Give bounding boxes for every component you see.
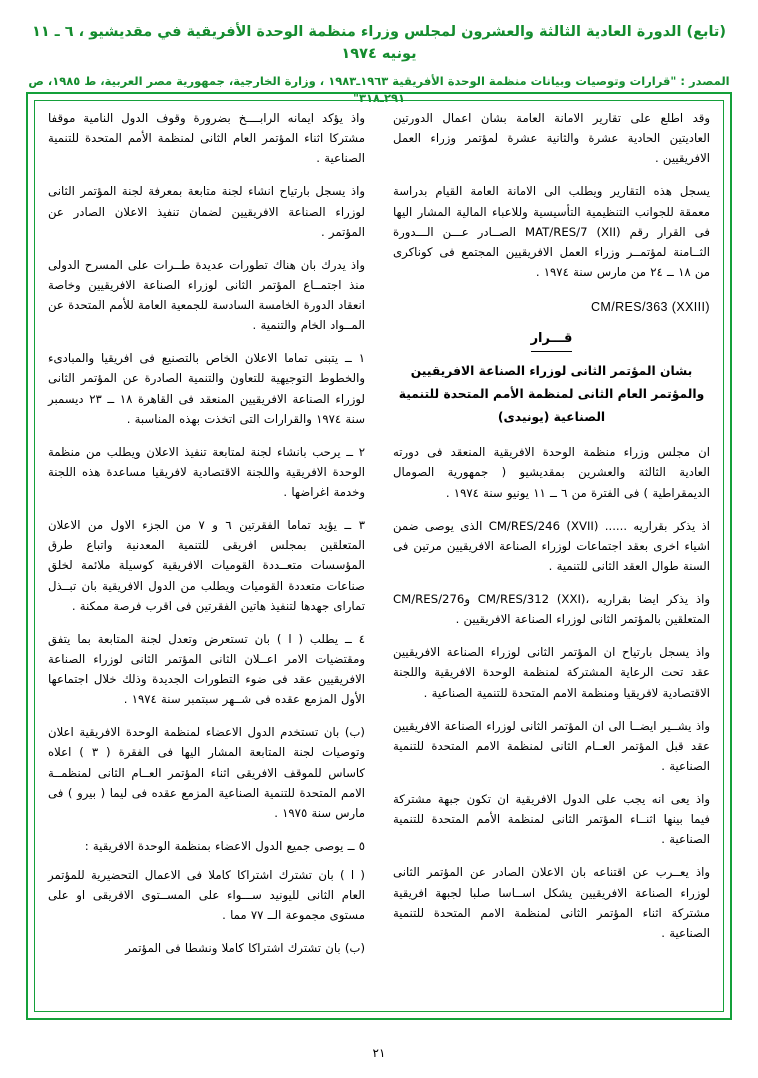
numbered-clause: ٢ ــ يرحب بانشاء لجنة لمتابعة تنفيذ الاعلان ويطلب من منظمة الوحدة الافريقية واللجنة الاقتصادية لافريقيا مساعدة هذه اللجنة وخدمة اغراضها .: [48, 444, 365, 499]
column-left: [48, 108, 365, 1006]
paragraph: واذ يؤكد ايمانه الرابــــخ بضرورة وقوف الدول النامية موقفا مشتركا اثناء المؤتمر العام الثانى لمنظمة الأمم المتحدة للتنمية الصناعية .: [48, 111, 365, 166]
page-footer: [0, 1046, 758, 1060]
resolution-heading: [393, 328, 710, 352]
paragraph: واذ يدرك بان هناك تطورات عديدة طــرات على المسرح الدولى منذ اجتمــاع المؤتمر الثانى لوزراء الصناعة الافريقيين وخاصة انعقاد الدورة الخامسة السادسة للجمعية العامة للأمم المتحدة عن المــواد الخام والتنمية .: [48, 257, 365, 333]
numbered-clause: (ب) بان تستخدم الدول الاعضاء لمنظمة الوحدة الافريقية اعلان وتوصيات لجنة المتابعة المشار اليها فى الفقرة ( ٣ ) اعلاه كاساس للموقف الافريقى اثناء المؤتمر العــام الثانى لمنظمــة الامم المتحدة للتنمية الصناعية المزمع عقده فى ليما ( بيرو ) فى مارس سنة ١٩٧٥ .: [48, 725, 366, 820]
column-right: [393, 108, 710, 1006]
paragraph: واذ يعــرب عن اقتناعه بان الاعلان الصادر عن المؤتمر الثانى لوزراء الصناعة الافريقيين يشكل اســاسا صلبا لجبهة افريقية مشتركة اثناء المؤتمر الثانى لمنظمة الامم المتحدة للتنمية الصناعية .: [393, 865, 710, 940]
paragraph: واذ يشــير ايضــا الى ان المؤتمر الثانى لوزراء الصناعة الافريقيين عقد قبل المؤتمر العــام الثانى لمنظمة الامم المتحدة للتنمية الصناعية .: [393, 718, 710, 773]
paragraph: واذ يذكر ايضا بقراريه ،(CM/RES/312 (XXI وCM/RES/276 المتعلقين بالمؤتمر الثانى لوزراء الصناعة الافريقيين .: [393, 592, 710, 627]
paragraph: وقد اطلع على تقارير الامانة العامة بشان اعمال الدورتين العاديتين الحادية عشرة والثانية عشرة لمؤتمر وزراء العمل الافريقيين .: [393, 111, 710, 166]
paragraph: يسجل هذه التقارير ويطلب الى الامانة العامة القيام بدراسة معمقة للجوانب التنظيمية التأسيسية وللاعباء المالية المشار اليها فى القرار رقم MAT/RES/7 (XII) الصــادر عـــن الـــدورة الثــامنة لمؤتمــر وزراء العمل الافريقيين المجتمع فى كوناكرى من ١٨ ــ ٢٤ من مارس سنة ١٩٧٤ .: [393, 184, 710, 279]
numbered-clause: ٤ ــ يطلب ( ا ) بان تستعرض وتعدل لجنة المتابعة بما يتفق ومقتضيات الامر اعــلان الثانى المؤتمر الثانى لوزراء الصناعة الافريقيين عقد فى ضوء التطورات الجديدة وذلك خلال اجتماعها الأول المزمع عقده فى شــهر سبتمبر سنة ١٩٧٤ .: [48, 631, 365, 707]
body-columns: [48, 108, 710, 1006]
paragraph: ان مجلس وزراء منظمة الوحدة الافريقية المنعقد فى دورته العادية الثالثة والعشرين بمقديشيو ( جمهورية الصومال الديمقراطية ) فى الفترة من ٦ ــ ١١ يونيو سنة ١٩٧٤ .: [393, 445, 710, 500]
numbered-clause: ( ا ) بان تشترك اشتراكا كاملا فى الاعمال التحضيرية للمؤتمر العام الثانى لليونيد ســـواء على المســتوى الافريقى او على مستوى مجموعة الــ ٧٧ مما .: [48, 868, 365, 923]
paragraph: اذ يذكر بقراريه ...... CM/RES/246 (XVII) الذى يوصى ضمن اشياء اخرى بعقد اجتماعات لوزراء الصناعة الافريقيين مرتين فى السنة طوال العقد الثانى للتنمية .: [393, 518, 710, 573]
paragraph: واذ يسجل بارتياح ان المؤتمر الثانى لوزراء الصناعة الافريقيين عقد تحت الرعاية المشتركة لمنظمة الوحدة الافريقية واللجنة الاقتصادية لافريقيا ومنظمة الامم المتحدة للتنمية الصناعية .: [393, 645, 710, 700]
numbered-clause: ٣ ــ يؤيد تماما الفقرتين ٦ و ٧ من الجزء الاول من الاعلان المتعلقين بمجلس افريقى للتنمية المعدنية واتباع طرق المؤسسات متعــددة القوميات الافريقية كوسيلة ملائمة لخلق صناعات متعددة القوميات ويطلب من الدول الافريقية بان تبــذل تماراى جهدها لتنفيذ هاتين الفقرتين فى اقرب فرصة ممكنة .: [48, 518, 365, 613]
numbered-clause: ١ ــ يتبنى تماما الاعلان الخاص بالتصنيع فى افريقيا والمبادىء والخطوط التوجيهية للتعاون والتنمية الصادرة عن المؤتمر الثانى لوزراء الصناعة الافريقيين المنعقد فى القاهرة ١٨ ــ ٢٣ ديسمبر سنة ١٩٧٤ والقرارات التى اتخذت بهذه المناسبة .: [48, 351, 365, 426]
page-title: (تابع) الدورة العادية الثالثة والعشرون لمجلس وزراء منظمة الوحدة الأفريقية في مقديشيو ، ٦ ـ ١١ يونيه ١٩٧٤: [32, 24, 726, 62]
page-number: ٢١: [372, 1046, 386, 1060]
paragraph: واذ يعى انه يجب على الدول الافريقية ان تكون جبهة مشتركة فيما بينها اثنــاء المؤتمر الثانى لمنظمة الأمم المتحدة للتنمية الصناعية .: [393, 792, 710, 847]
resolution-subheading: بشان المؤتمر الثانى لوزراء الصناعة الافريقيين والمؤتمر العام الثانى لمنظمة الأمم المتحدة للتنمية الصناعية (يونيدى): [398, 364, 705, 424]
numbered-clause: ٥ ــ يوصى جميع الدول الاعضاء بمنظمة الوحدة الافريقية :: [84, 838, 365, 853]
paragraph: واذ يسجل بارتياح انشاء لجنة متابعة بمعرفة لجنة المؤتمر الثانى لوزراء الصناعة الافريقيين لضمان تنفيذ الاعلان الصادر عن المؤتمر .: [48, 184, 365, 239]
page-source-note: المصدر : "قرارات وتوصيات وبيانات منظمة الوحدة الأفريقية ١٩٦٣ـ١٩٨٣ ، وزارة الخارجية، جمهورية مصر العربية، ط ١٩٨٥، ص ٢٩١ـ٣١٨": [28, 73, 730, 105]
resolution-heading-text: قـــرار: [531, 328, 573, 352]
resolution-code: CM/RES/363 (XXIII): [590, 300, 710, 314]
numbered-clause: (ب) بان تشترك اشتراكا كاملا ونشطا فى المؤتمر: [125, 941, 365, 956]
